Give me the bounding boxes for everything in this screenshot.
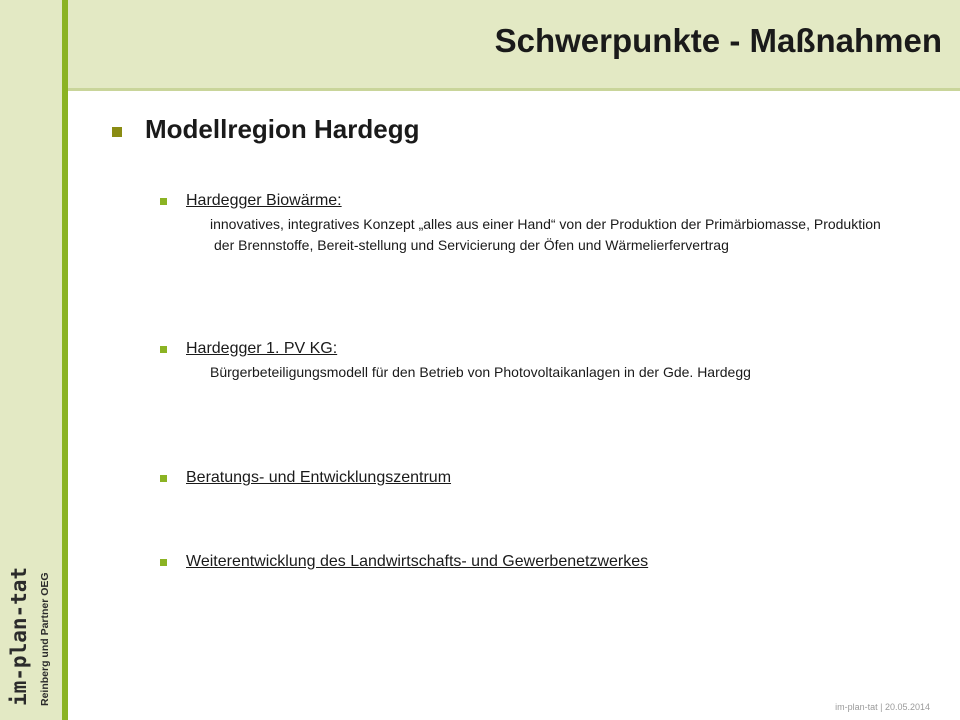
heading-text: Modellregion Hardegg bbox=[145, 114, 420, 144]
company-logo bbox=[4, 520, 60, 710]
list-item bbox=[160, 192, 920, 256]
item-description: innovatives, integratives Konzept „alles aus einer Hand“ von der Produktion der Primärbiomasse, Produktion der Brennstoffe, Bereit-stellung und Servicierung der Öfen und Wärmelierfervertrag bbox=[210, 216, 881, 253]
item-description: Bürgerbeteiligungsmodell für den Betrieb von Photovoltaikanlagen in der Gde. Hardegg bbox=[210, 364, 751, 380]
header-divider bbox=[68, 88, 960, 91]
footer-text: im-plan-tat | 20.05.2014 bbox=[835, 702, 930, 712]
item-label: Hardegger 1. PV KG: bbox=[186, 340, 338, 357]
item-label: Beratungs- und Entwicklungszentrum bbox=[186, 469, 452, 486]
square-bullet-icon bbox=[160, 346, 167, 353]
square-bullet-icon bbox=[112, 127, 122, 137]
list-item bbox=[160, 553, 920, 571]
item-label: Hardegger Biowärme: bbox=[186, 192, 342, 209]
main-heading bbox=[112, 114, 419, 145]
list-item bbox=[160, 469, 920, 487]
sidebar-accent-line bbox=[62, 0, 68, 720]
slide-title: Schwerpunkte - Maßnahmen bbox=[494, 22, 942, 59]
item-label: Weiterentwicklung des Landwirtschafts- und Gewerbenetzwerkes bbox=[186, 553, 649, 570]
square-bullet-icon bbox=[160, 475, 167, 482]
list-item bbox=[160, 340, 920, 383]
square-bullet-icon bbox=[160, 198, 167, 205]
logo-name: im-plan-tat bbox=[7, 566, 31, 706]
square-bullet-icon bbox=[160, 559, 167, 566]
logo-subtitle: Reinberg und Partner OEG bbox=[39, 572, 51, 706]
